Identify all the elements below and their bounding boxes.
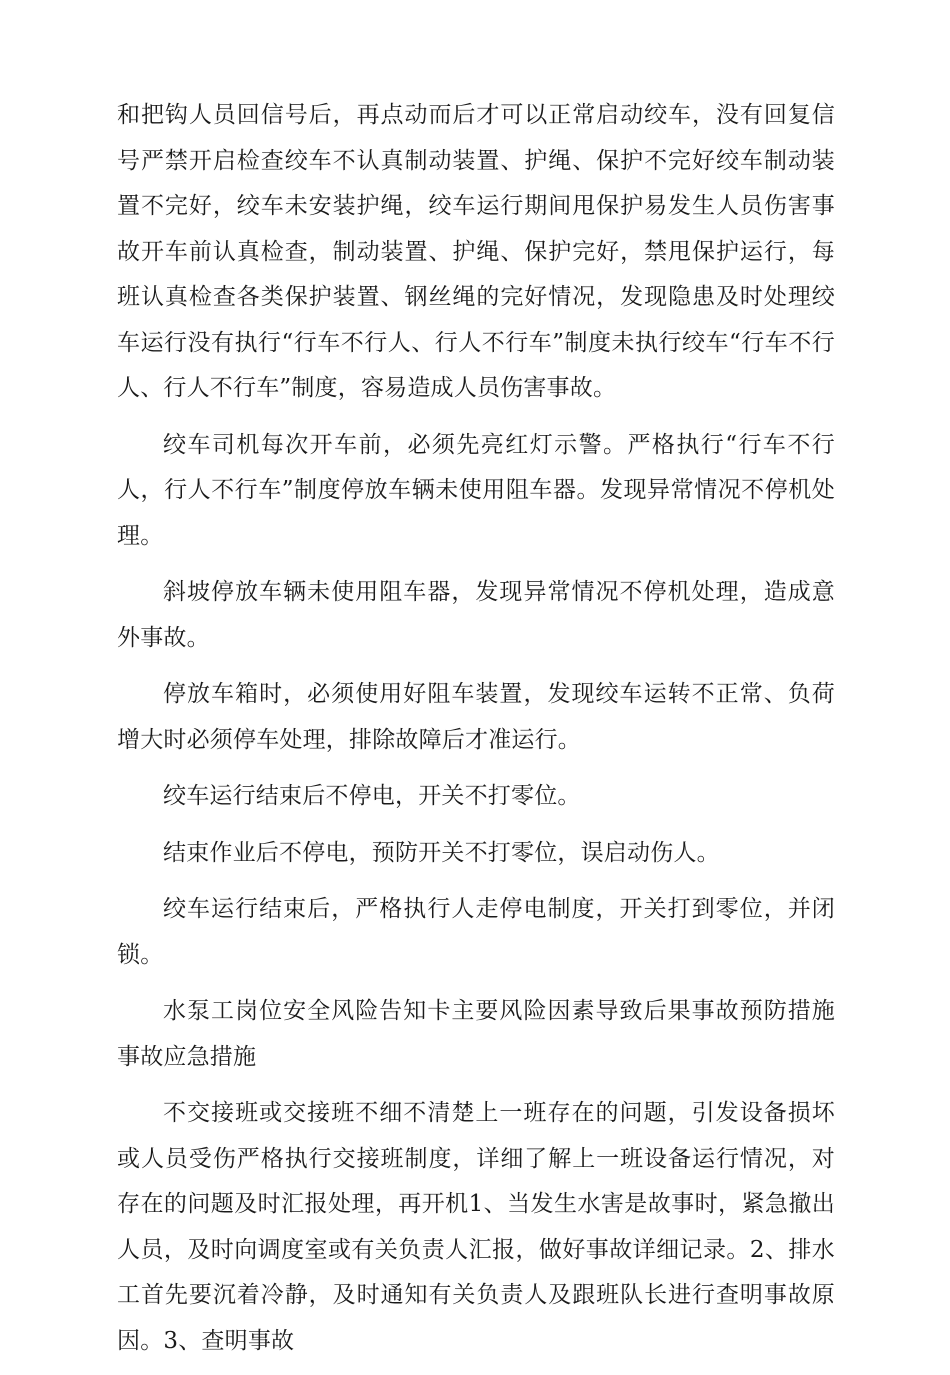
paragraph-slope-parking: 斜坡停放车辆未使用阻车器，发现异常情况不停机处理，造成意外事故。 bbox=[117, 579, 835, 651]
paragraph-power-off-prevention: 结束作业后不停电，预防开关不打零位，误启动伤人。 bbox=[163, 839, 720, 866]
paragraph-power-off-measure: 绞车运行结束后，严格执行人走停电制度，开关打到零位，并闭锁。 bbox=[117, 896, 835, 968]
paragraph-pump-worker-card-heading: 水泵工岗位安全风险告知卡主要风险因素导致后果事故预防措施事故应急措施 bbox=[117, 998, 835, 1070]
paragraph-stopper-device: 停放车箱时，必须使用好阻车装置，发现绞车运转不正常、负荷增大时必须停车处理，排除故障后才准运行。 bbox=[117, 681, 835, 753]
paragraph-winch-signal-and-protection: 和把钩人员回信号后，再点动而后才可以正常启动绞车，没有回复信号严禁开启检查绞车不认真制动装置、护绳、保护不完好绞车制动装置不完好，绞车未安装护绳，绞车运行期间甩保护易发生人员伤害事故开车前认真检查，制动装置、护绳、保护完好，禁甩保护运行，每班认真检查各类保护装置、钢丝绳的完好情况，发现隐患及时处理绞车运行没有执行“行车不行人、行人不行车”制度未执行绞车“行车不行人、行人不行车”制度，容易造成人员伤害事故。 bbox=[117, 102, 835, 401]
paragraph-winch-driver-warning: 绞车司机每次开车前，必须先亮红灯示警。严格执行“行车不行人，行人不行车”制度停放车辆未使用阻车器。发现异常情况不停机处理。 bbox=[117, 431, 835, 549]
paragraph-shift-handover: 不交接班或交接班不细不清楚上一班存在的问题，引发设备损坏或人员受伤严格执行交接班制度，详细了解上一班设备运行情况，对存在的问题及时汇报处理，再开机1、当发生水害是故事时，紧急撤出人员，及时向调度室或有关负责人汇报，做好事故详细记录。2、排水工首先要沉着冷静，及时通知有关负责人及跟班队长进行查明事故原因。3、查明事故 bbox=[117, 1100, 835, 1354]
paragraph-power-off-risk: 绞车运行结束后不停电，开关不打零位。 bbox=[163, 783, 581, 809]
document-body bbox=[117, 93, 835, 1375]
